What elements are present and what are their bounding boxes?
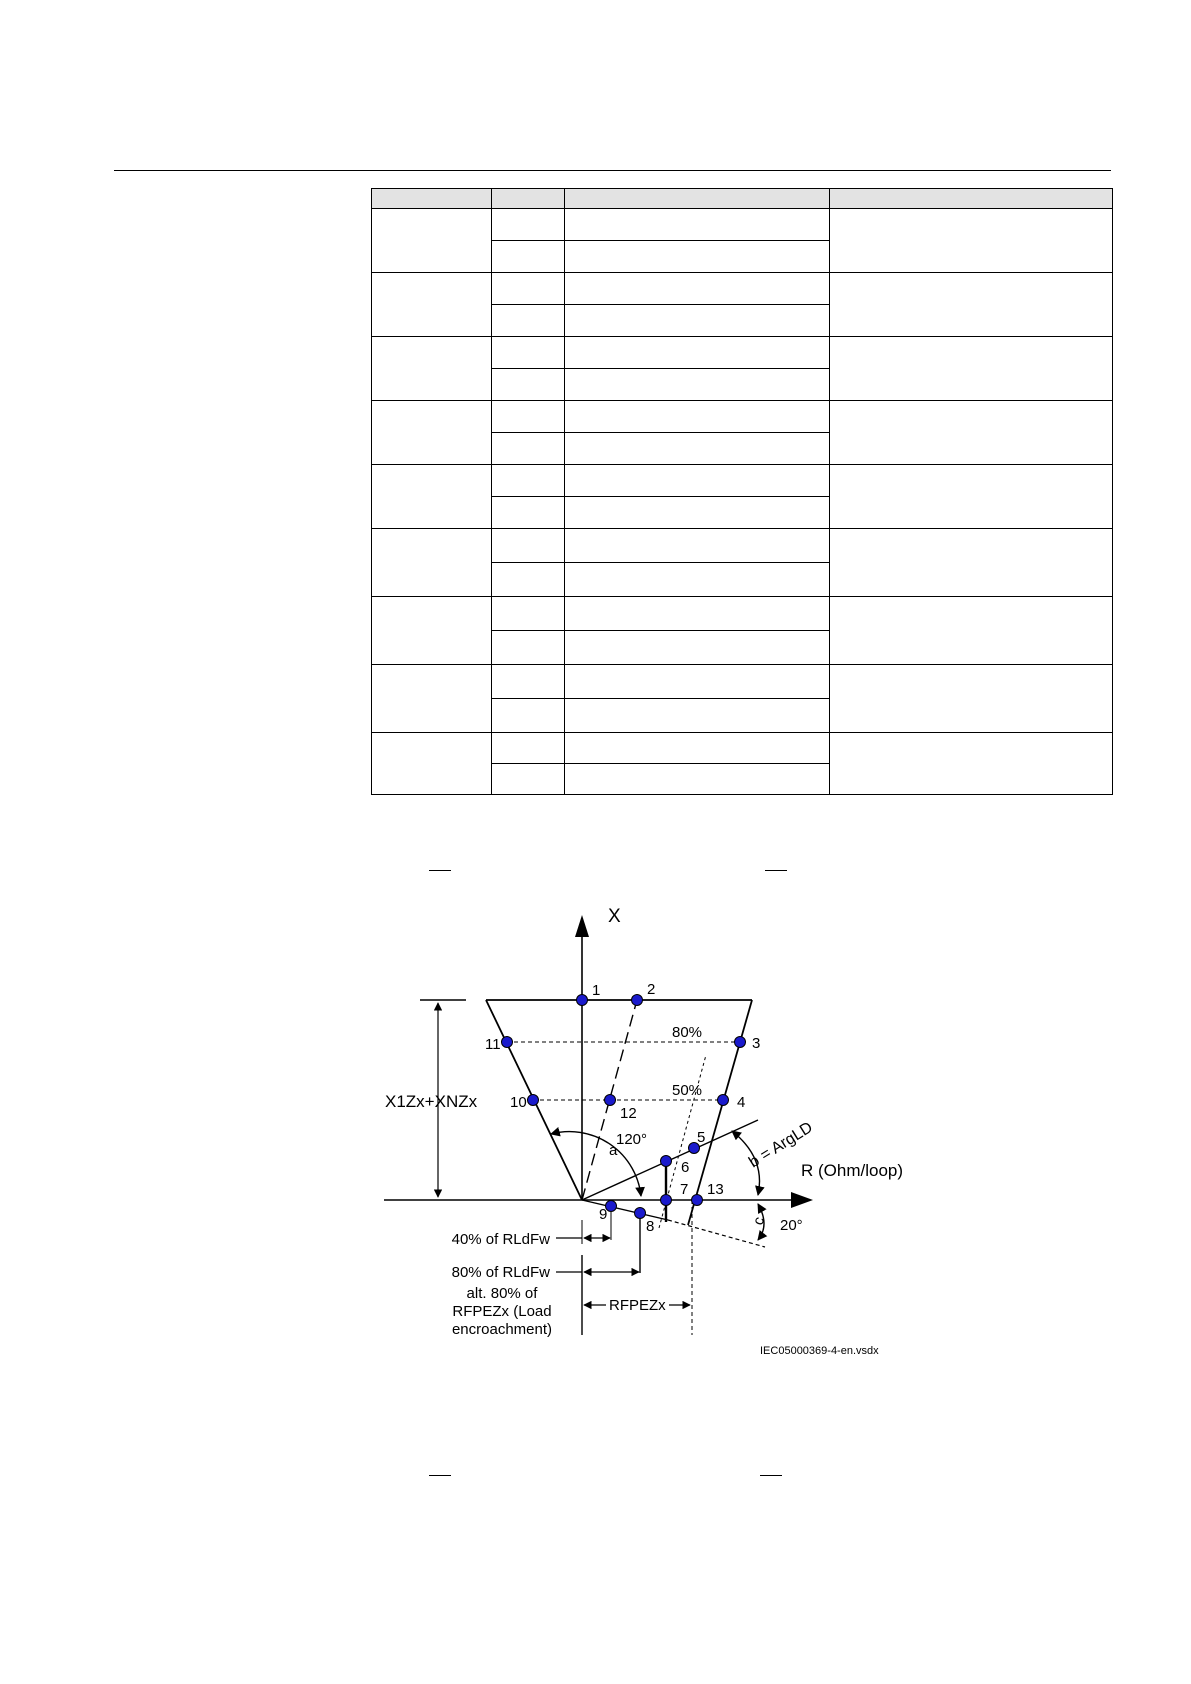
point-8-label: 8: [646, 1218, 655, 1235]
point-2-label: 2: [647, 981, 656, 998]
label-50-percent: 50%: [672, 1082, 703, 1099]
point-12-dot: [605, 1095, 616, 1106]
x-axis-arrowhead: [575, 915, 589, 937]
r-axis-arrowhead: [791, 1192, 813, 1208]
r-axis-label: R (Ohm/loop): [801, 1161, 904, 1180]
angle-a-label: a: [609, 1142, 618, 1159]
x-axis-label: X: [608, 906, 621, 927]
point-7-label: 7: [680, 1181, 689, 1198]
angle-c-value: 20°: [780, 1217, 803, 1234]
reach-label: X1Zx+XNZx: [385, 1092, 478, 1111]
label-80-rldfw: 80% of RLdFw: [451, 1264, 550, 1281]
point-11-label: 11: [485, 1036, 501, 1053]
point-4-label: 4: [737, 1094, 746, 1111]
angle-a-value: 120°: [616, 1131, 648, 1148]
label-alt-line-2: RFPEZx (Load: [452, 1303, 552, 1320]
point-9-label: 9: [599, 1206, 608, 1223]
point-12-label: 12: [620, 1105, 637, 1122]
point-8-dot: [635, 1208, 646, 1219]
point-1-label: 1: [592, 982, 601, 999]
rfpe-label: RFPEZx: [609, 1297, 666, 1314]
point-13-label: 13: [707, 1181, 724, 1198]
label-40-rldfw: 40% of RLdFw: [451, 1231, 550, 1248]
angle-c-label: c: [749, 1214, 769, 1228]
label-alt-line-3: encroachment): [451, 1321, 553, 1338]
point-1-dot: [577, 995, 588, 1006]
point-3-dot: [735, 1037, 746, 1048]
point-10-label: 10: [510, 1094, 527, 1111]
point-3-label: 3: [752, 1035, 761, 1052]
angle-b-label: b = ArgLD: [746, 1119, 816, 1172]
point-13-dot: [692, 1195, 703, 1206]
label-alt-line-1: alt. 80% of: [466, 1285, 538, 1302]
point-6-label: 6: [681, 1159, 690, 1176]
point-11-dot: [502, 1037, 513, 1048]
point-5-label: 5: [697, 1129, 706, 1146]
point-7-dot: [661, 1195, 672, 1206]
file-id-label: IEC05000369-4-en.vsdx: [760, 1345, 879, 1357]
label-80-percent: 80%: [672, 1024, 703, 1041]
point-10-dot: [528, 1095, 539, 1106]
point-6-dot: [661, 1156, 672, 1167]
point-4-dot: [718, 1095, 729, 1106]
load-line-lower: [582, 1200, 668, 1220]
point-2-dot: [632, 995, 643, 1006]
load-line-lower-ext: [668, 1220, 765, 1247]
